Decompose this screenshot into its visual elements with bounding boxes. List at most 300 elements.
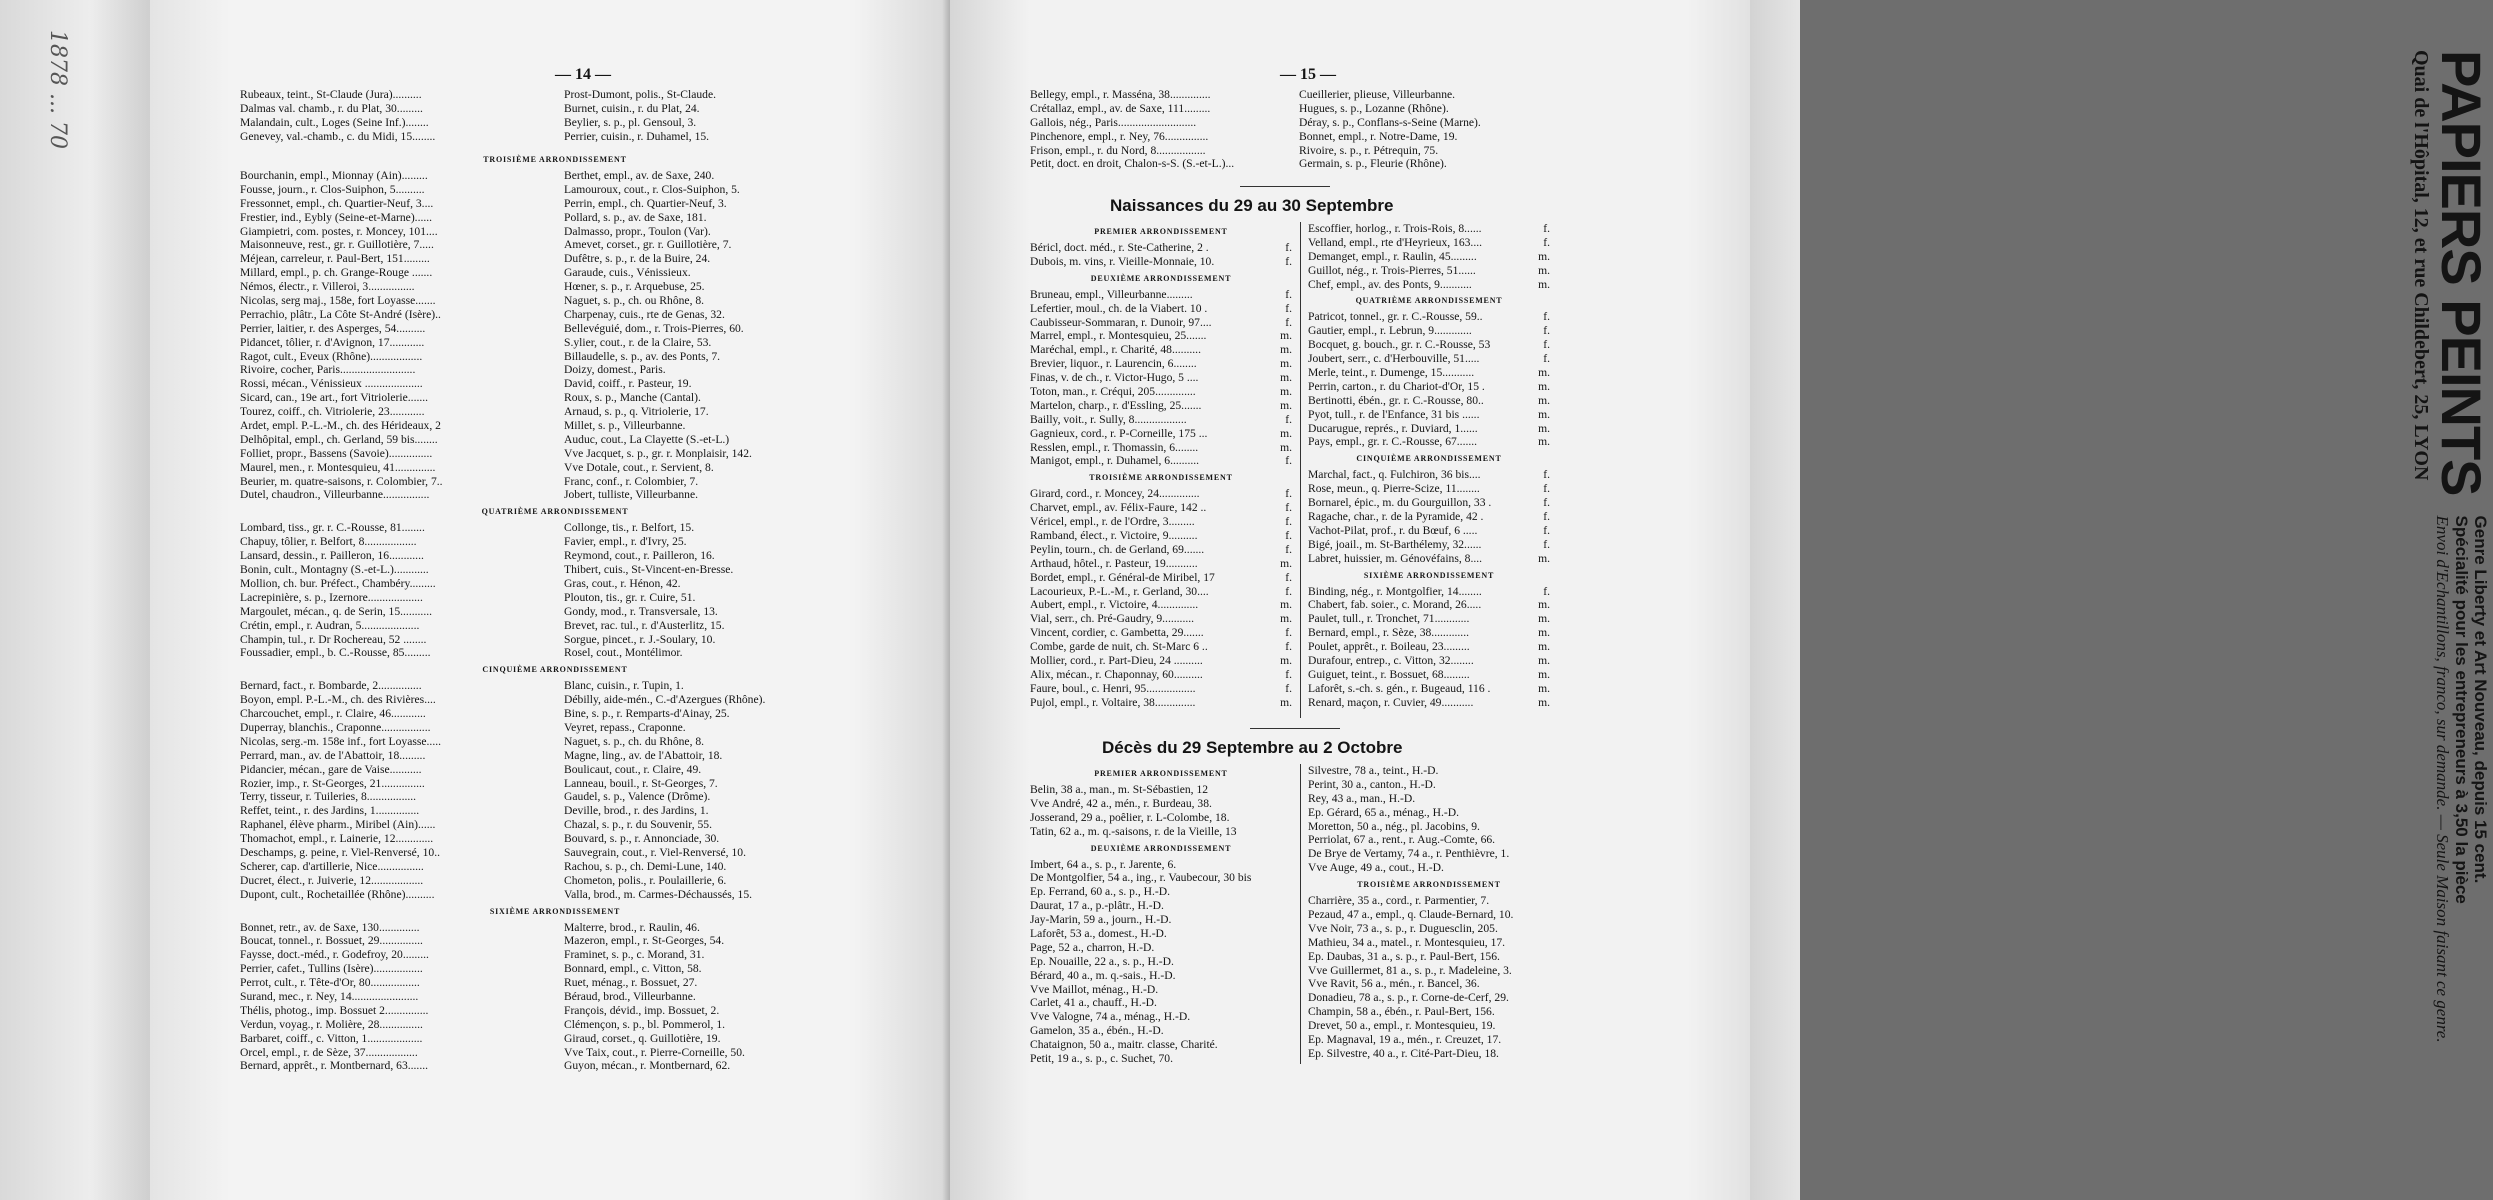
register-entry: [1030, 797, 1292, 811]
entry-sex: f.: [1285, 542, 1292, 556]
register-entry: Amevet, corset., gr. r. Guillotière, 7.: [564, 238, 732, 252]
register-entry: [1308, 668, 1550, 682]
entry-text: Vial, serr., ch. Pré-Gaudry, 9...........: [1030, 612, 1195, 626]
register-entry: [1308, 861, 1550, 875]
register-entry: Rozier, imp., r. St-Georges, 21...............: [240, 776, 425, 790]
entry-text: Imbert, 64 a., s. p., r. Jarente, 6.: [1030, 857, 1177, 871]
left-top-block: [240, 88, 870, 144]
register-entry: [1030, 969, 1292, 983]
entry-text: Chef, empl., av. des Ponts, 9...........: [1308, 277, 1472, 291]
register-entry: Franc, conf., r. Colombier, 7.: [564, 474, 699, 488]
register-entry: Sauvegrain, cout., r. Viel-Renversé, 10.: [564, 845, 746, 859]
entry-sex: m.: [1538, 626, 1550, 640]
register-entry: [1030, 413, 1292, 427]
register-entry: Ruet, ménag., r. Bossuet, 27.: [564, 976, 698, 990]
handwritten-margin-note: 1878 ... 70: [45, 30, 70, 149]
register-entry: Maurel, men., r. Montesquieu, 41..............: [240, 460, 436, 474]
advert-line-3: Envoi d'Echantillons, franco, sur demande. — Seule Maison faisant ce genre.: [2433, 515, 2452, 1043]
births-column-right: [1308, 222, 1550, 710]
entry-text: Patricot, tonnel., gr. r. C.-Rousse, 59..: [1308, 310, 1483, 324]
entry-sex: m.: [1538, 407, 1550, 421]
register-entry: Beurier, m. quatre-saisons, r. Colombier, 7..: [240, 474, 443, 488]
register-entry: [1030, 316, 1292, 330]
register-entry: Sicard, can., 19e art., fort Vitriolerie.......: [240, 391, 429, 405]
register-entry: Bellegy, empl., r. Masséna, 38..............: [1030, 88, 1211, 101]
entry-text: Perint, 30 a., canton., H.-D.: [1308, 777, 1436, 791]
register-entry: [1030, 255, 1292, 269]
section-heading: TROISIÈME ARRONDISSEMENT: [483, 155, 627, 164]
entry-text: Bocquet, g. bouch., gr. r. C.-Rousse, 53: [1308, 338, 1491, 352]
register-entry: [1308, 977, 1550, 991]
register-entry: [1030, 626, 1292, 640]
entry-text: Perrin, carton., r. du Chariot-d'Or, 15 .: [1308, 379, 1485, 393]
entry-text: Combe, garde de nuit, ch. St-Marc 6 ..: [1030, 640, 1208, 654]
advert-line-2: Spécialité pour les entrepreneurs à 3,50 la pièce: [2452, 515, 2471, 904]
register-entry: Bonnard, empl., c. Vitton, 58.: [564, 962, 702, 976]
register-entry: Boyon, empl. P.-L.-M., ch. des Rivières....: [240, 693, 436, 707]
entry-text: Velland, empl., rte d'Heyrieux, 163....: [1308, 235, 1483, 249]
register-entry: Thélis, photog., imp. Bossuet 2...............: [240, 1003, 429, 1017]
deaths-column-right: [1308, 764, 1550, 1061]
entry-sex: m.: [1280, 654, 1292, 668]
column-divider: [1300, 222, 1301, 718]
entry-sex: f.: [1285, 487, 1292, 501]
register-entry: [1030, 399, 1292, 413]
section-heading: PREMIER ARRONDISSEMENT: [1094, 769, 1228, 778]
register-entry: Berthet, empl., av. de Saxe, 240.: [564, 169, 715, 182]
register-entry: [1308, 552, 1550, 566]
open-book: [150, 0, 2493, 1200]
section-heading: SIXIÈME ARRONDISSEMENT: [1363, 570, 1495, 580]
register-entry: Deschamps, g. peine, r. Viel-Renversé, 10..: [240, 845, 440, 859]
entry-text: Donadieu, 78 a., s. p., r. Corne-de-Cerf, 29.: [1308, 991, 1509, 1005]
entry-text: Merle, teint., r. Dumenge, 15...........: [1308, 366, 1475, 380]
register-entry: Lanneau, bouil., r. St-Georges, 7.: [564, 776, 718, 790]
register-entry: Deville, brod., r. des Jardins, 1.: [564, 804, 709, 818]
register-entry: Tourez, coiff., ch. Vitriolerie, 23............: [240, 405, 425, 419]
entry-text: Escoffier, horlog., r. Trois-Rois, 8......: [1308, 222, 1482, 235]
entry-sex: f.: [1543, 310, 1550, 324]
section-heading: PREMIER ARRONDISSEMENT: [1094, 227, 1228, 236]
entry-text: Pyot, tull., r. de l'Enfance, 31 bis ......: [1308, 407, 1480, 421]
register-entry: Malandain, cult., Loges (Seine Inf.)........: [240, 115, 429, 129]
advert-address: Quai de l'Hôpital, 12, et rue Childebert, 25, LYON: [2410, 50, 2432, 481]
entry-text: De Montgolfier, 54 a., ing., r. Vaubecour, 30 bis: [1030, 871, 1252, 885]
advert-rotated-block: [2370, 50, 2493, 1090]
entry-sex: m.: [1538, 366, 1550, 380]
entry-sex: f.: [1543, 510, 1550, 524]
register-entry: Bellevéguié, dom., r. Trois-Pierres, 60.: [564, 321, 744, 335]
entry-text: Laforêt, s.-ch. s. gén., r. Bugeaud, 116 .: [1308, 681, 1491, 695]
register-entry: [1030, 682, 1292, 696]
entry-text: Ragache, char., r. de la Pyramide, 42 .: [1308, 510, 1484, 524]
register-entry: Nicolas, serg maj., 158e, fort Loyasse.......: [240, 294, 436, 308]
register-entry: [1308, 964, 1550, 978]
entry-sex: m.: [1280, 357, 1292, 371]
register-entry: Lombard, tiss., gr. r. C.-Rousse, 81........: [240, 521, 425, 535]
register-entry: Folliet, propr., Bassens (Savoie)...............: [240, 446, 433, 460]
entry-sex: f.: [1285, 501, 1292, 515]
entry-text: Renard, maçon, r. Cuvier, 49...........: [1308, 695, 1474, 709]
left-sections: [240, 150, 870, 1073]
deaths-title: Décès du 29 Septembre au 2 Octobre: [1102, 738, 1403, 757]
register-entry: [1030, 454, 1292, 468]
entry-text: Perriolat, 67 a., rent., r. Aug.-Comte, 66.: [1308, 833, 1496, 847]
entry-text: Pezaud, 47 a., empl., q. Claude-Bernard, 10.: [1308, 908, 1514, 922]
register-entry: Bernard, apprêt., r. Montbernard, 63.......: [240, 1059, 429, 1073]
entry-text: Belin, 38 a., man., m. St-Sébastien, 12: [1030, 783, 1209, 796]
register-entry: [1030, 955, 1292, 969]
entry-sex: m.: [1280, 385, 1292, 399]
register-entry: Bonnet, retr., av. de Saxe, 130..............: [240, 920, 420, 934]
register-entry: [1308, 847, 1550, 861]
entry-text: Ep. Silvestre, 40 a., r. Cité-Part-Dieu, 18.: [1308, 1046, 1499, 1060]
register-entry: [1030, 996, 1292, 1010]
page-number: — 15 —: [1280, 66, 1336, 83]
entry-text: Béricl, doct. méd., r. Ste-Catherine, 2 .: [1030, 241, 1209, 254]
register-entry: Plouton, tis., gr. r. Cuire, 51.: [564, 590, 696, 604]
entry-text: Durafour, entrep., c. Vitton, 32........: [1308, 654, 1474, 668]
register-entry: [1030, 427, 1292, 441]
entry-text: Pays, empl., gr. r. C.-Rousse, 67.......: [1308, 435, 1478, 449]
register-entry: [1308, 806, 1550, 820]
advert-body: [2410, 50, 2493, 1090]
register-entry: [1030, 825, 1292, 839]
section-heading: CINQUIÈME ARRONDISSEMENT: [1356, 454, 1502, 464]
entry-sex: m.: [1538, 263, 1550, 277]
register-entry: [1030, 858, 1292, 872]
register-entry: Reffet, teint., r. des Jardins, 1...............: [240, 804, 420, 818]
entry-text: Véricel, empl., r. de l'Ordre, 3.........: [1030, 515, 1195, 529]
register-entry: Chazal, s. p., r. du Souvenir, 55.: [564, 818, 712, 832]
register-entry: Bine, s. p., r. Remparts-d'Ainay, 25.: [564, 707, 730, 721]
entry-sex: f.: [1543, 468, 1550, 482]
entry-text: Page, 52 a., charron, H.-D.: [1030, 940, 1155, 954]
entry-text: Gautier, empl., r. Lebrun, 9.............: [1308, 324, 1472, 338]
register-entry: [1308, 380, 1550, 394]
entry-text: Ep. Nouaille, 22 a., s. p., H.-D.: [1030, 954, 1174, 968]
entry-text: Rey, 43 a., man., H.-D.: [1308, 791, 1416, 805]
entry-sex: f.: [1543, 235, 1550, 249]
register-entry: [1308, 908, 1550, 922]
register-entry: [1030, 811, 1292, 825]
register-entry: Bonin, cult., Montagny (S.-et-L.)............: [240, 563, 429, 577]
entry-text: Laforêt, 53 a., domest., H.-D.: [1030, 927, 1167, 941]
register-entry: [1030, 543, 1292, 557]
register-entry: [1308, 936, 1550, 950]
advert-title: PAPIERS PEINTS: [2430, 50, 2493, 496]
entry-text: Vincent, cordier, c. Gambetta, 29.......: [1030, 626, 1204, 640]
register-entry: Rivoire, cocher, Paris..........................: [240, 363, 416, 377]
register-entry: Lamouroux, cout., r. Clos-Suiphon, 5.: [564, 182, 740, 196]
register-entry: Garaude, cuis., Vénissieux.: [564, 266, 691, 280]
entry-text: Finas, v. de ch., r. Victor-Hugo, 5 ....: [1030, 371, 1199, 385]
register-entry: Petit, doct. en droit, Chalon-s-S. (S.-et-L.)...: [1030, 157, 1235, 171]
divider: [1240, 186, 1330, 187]
register-entry: Bernard, fact., r. Bombarde, 2...............: [240, 679, 422, 693]
entry-sex: f.: [1543, 482, 1550, 496]
section-heading: QUATRIÈME ARRONDISSEMENT: [481, 507, 629, 517]
left-page: [150, 0, 950, 1200]
entry-text: Daurat, 17 a., p.-plâtr., H.-D.: [1030, 899, 1164, 913]
entry-text: Champin, 58 a., ébén., r. Paul-Bert, 156.: [1308, 1005, 1495, 1019]
register-entry: Naguet, s. p., ch. ou Rhône, 8.: [564, 294, 705, 308]
entry-text: Vve Auge, 49 a., cout., H.-D.: [1308, 861, 1444, 875]
register-entry: Hugues, s. p., Lozanne (Rhône).: [1299, 101, 1449, 115]
register-entry: Lacrepinière, s. p., Izernore...................: [240, 590, 423, 604]
register-entry: Dutel, chaudron., Villeurbanne................: [240, 488, 430, 502]
entry-sex: m.: [1538, 249, 1550, 263]
register-entry: Faysse, doct.-méd., r. Godefroy, 20.........: [240, 948, 429, 962]
register-entry: [1030, 1024, 1292, 1038]
entry-text: Tatin, 62 a., m. q.-saisons, r. de la Vieille, 13: [1030, 824, 1237, 838]
entry-text: Caubisseur-Sommaran, r. Dunoir, 97....: [1030, 315, 1212, 329]
register-entry: Brevet, rac. tul., r. d'Austerlitz, 15.: [564, 618, 725, 632]
entry-text: De Brye de Vertamy, 74 a., r. Penthièvre, 1.: [1308, 847, 1510, 861]
register-entry: Perrier, cuisin., r. Duhamel, 15.: [564, 129, 710, 143]
register-entry: [1030, 654, 1292, 668]
entry-sex: f.: [1285, 515, 1292, 529]
register-entry: [1308, 612, 1550, 626]
register-entry: Rosel, cout., Montélimor.: [564, 646, 683, 660]
register-entry: [1030, 441, 1292, 455]
register-entry: [1030, 343, 1292, 357]
register-entry: [1308, 468, 1550, 482]
entry-text: Josserand, 29 a., poêlier, r. L-Colombe, 18.: [1030, 810, 1230, 824]
register-entry: Charpenay, cuis., rte de Genas, 32.: [564, 307, 725, 321]
entry-text: Bigé, joail., m. St-Barthélemy, 32......: [1308, 537, 1482, 551]
register-entry: Giraud, corset., q. Guillotière, 19.: [564, 1031, 721, 1045]
entry-sex: m.: [1538, 667, 1550, 681]
register-entry: Ducret, élect., r. Juiverie, 12..................: [240, 873, 424, 887]
register-entry: Mazeron, empl., r. St-Georges, 54.: [564, 934, 725, 948]
section-heading: CINQUIÈME ARRONDISSEMENT: [482, 665, 628, 675]
register-entry: Crétallaz, empl., av. de Saxe, 111.........: [1030, 101, 1211, 115]
entry-text: Gamelon, 35 a., ébén., H.-D.: [1030, 1024, 1164, 1038]
register-entry: Genevey, val.-chamb., c. du Midi, 15........: [240, 129, 436, 143]
entry-text: Guiguet, teint., r. Bossuet, 68.........: [1308, 667, 1470, 681]
register-entry: Scherer, cap. d'artillerie, Nice................: [240, 859, 424, 873]
register-entry: [1030, 487, 1292, 501]
entry-text: Bornarel, épic., m. du Gourguillon, 33 .: [1308, 496, 1492, 510]
register-entry: Jobert, tulliste, Villeurbanne.: [564, 488, 699, 502]
entry-sex: f.: [1285, 681, 1292, 695]
entry-sex: m.: [1280, 329, 1292, 343]
register-entry: Chapuy, tôlier, r. Belfort, 8..................: [240, 535, 417, 549]
register-entry: Gallois, nég., Paris...........................: [1030, 115, 1197, 129]
register-entry: Lansard, dessin., r. Pailleron, 16............: [240, 549, 424, 563]
entry-text: Poulet, apprêt., r. Boileau, 23.........: [1308, 640, 1470, 654]
register-entry: [1030, 871, 1292, 885]
register-entry: Frison, empl., r. du Nord, 8.................: [1030, 143, 1206, 157]
entry-sex: f.: [1543, 584, 1550, 598]
register-entry: David, coiff., r. Pasteur, 19.: [564, 377, 692, 391]
entry-text: Rose, meun., q. Pierre-Scize, 11........: [1308, 482, 1480, 496]
register-entry: Rachou, s. p., ch. Demi-Lune, 140.: [564, 859, 727, 873]
entry-sex: m.: [1280, 598, 1292, 612]
register-entry: [1030, 571, 1292, 585]
register-entry: [1030, 927, 1292, 941]
register-entry: [1030, 899, 1292, 913]
entry-sex: f.: [1543, 352, 1550, 366]
entry-text: Lefertier, moul., ch. de la Viabert. 10 .: [1030, 301, 1208, 315]
register-entry: Vve Taix, cout., r. Pierre-Corneille, 50.: [564, 1045, 745, 1059]
entry-text: Labret, huissier, m. Génovéfains, 8....: [1308, 551, 1483, 565]
entry-sex: m.: [1280, 343, 1292, 357]
register-entry: Dufêtre, s. p., r. de la Buire, 24.: [564, 252, 711, 266]
entry-text: Charrière, 35 a., cord., r. Parmentier, 7.: [1308, 894, 1490, 908]
register-entry: Ardet, empl. P.-L.-M., ch. des Hérideaux, 2: [240, 419, 441, 433]
entry-sex: f.: [1543, 222, 1550, 235]
entry-text: Bordet, empl., r. Général-de Miribel, 17: [1030, 570, 1215, 584]
register-entry: [1308, 991, 1550, 1005]
entry-text: Ducarugue, représ., r. Duviard, 1......: [1308, 421, 1478, 435]
register-entry: Fousse, journ., r. Clos-Suiphon, 5..........: [240, 182, 425, 196]
entry-sex: f.: [1285, 315, 1292, 329]
entry-text: Vve Noir, 73 a., s. p., r. Duguesclin, 205.: [1308, 921, 1498, 935]
entry-text: Chataignon, 50 a., maitr. classe, Charité.: [1030, 1038, 1218, 1052]
register-entry: Duperray, blanchis., Craponne.................: [240, 720, 431, 734]
register-entry: [1030, 357, 1292, 371]
register-entry: [1030, 598, 1292, 612]
register-entry: [1030, 302, 1292, 316]
entry-sex: f.: [1543, 537, 1550, 551]
register-entry: Doizy, domest., Paris.: [564, 363, 666, 377]
entry-text: Vve Valogne, 74 a., ménag., H.-D.: [1030, 1010, 1191, 1024]
entry-text: Bérard, 40 a., m. q.-sais., H.-D.: [1030, 968, 1176, 982]
entry-sex: m.: [1538, 277, 1550, 291]
register-entry: [1030, 241, 1292, 255]
register-entry: S.ylier, cout., r. de la Claire, 53.: [564, 335, 712, 349]
entry-text: Faure, boul., c. Henri, 95.................: [1030, 681, 1196, 695]
register-entry: [1308, 820, 1550, 834]
register-entry: [1308, 792, 1550, 806]
register-entry: [1308, 626, 1550, 640]
entry-sex: m.: [1280, 371, 1292, 385]
entry-text: Bertinotti, ébén., gr. r. C.-Rousse, 80..: [1308, 393, 1484, 407]
register-entry: Perrot, cult., r. Tête-d'Or, 80.................: [240, 976, 420, 990]
register-entry: Reymond, cout., r. Pailleron, 16.: [564, 549, 715, 563]
register-entry: [1308, 1019, 1550, 1033]
register-entry: Naguet, s. p., ch. du Rhône, 8.: [564, 734, 705, 748]
entry-text: Pujol, empl., r. Voltaire, 38..............: [1030, 695, 1196, 709]
entry-sex: m.: [1538, 695, 1550, 709]
entry-sex: f.: [1543, 496, 1550, 510]
register-entry: Collonge, tis., r. Belfort, 15.: [564, 521, 695, 535]
entry-sex: f.: [1543, 523, 1550, 537]
entry-sex: m.: [1538, 654, 1550, 668]
entry-sex: m.: [1538, 681, 1550, 695]
entry-sex: m.: [1538, 393, 1550, 407]
entry-text: Martelon, charp., r. d'Essling, 25.......: [1030, 398, 1202, 412]
entry-text: Jay-Marin, 59 a., journ., H.-D.: [1030, 913, 1172, 927]
right-top-block: [1030, 88, 1550, 171]
register-entry: [1030, 529, 1292, 543]
register-entry: Méjean, carreleur, r. Paul-Bert, 151.........: [240, 252, 430, 266]
register-entry: Bouvard, s. p., r. Annonciade, 30.: [564, 832, 720, 846]
entry-sex: m.: [1280, 426, 1292, 440]
entry-sex: m.: [1538, 598, 1550, 612]
register-entry: Valla, brod., m. Carmes-Déchaussés, 15.: [564, 887, 753, 901]
register-entry: Perrard, man., av. de l'Abattoir, 18.........: [240, 748, 426, 762]
register-entry: [1308, 236, 1550, 250]
entry-text: Vve Guillermet, 81 a., s. p., r. Madeleine, 3.: [1308, 963, 1512, 977]
register-entry: Vve Jacquet, s. p., gr. r. Monplaisir, 142.: [564, 446, 752, 460]
register-entry: Billaudelle, s. p., av. des Ponts, 7.: [564, 349, 721, 363]
register-entry: Dalmas val. chamb., r. du Plat, 30.........: [240, 101, 423, 115]
entry-sex: f.: [1543, 324, 1550, 338]
register-entry: Millet, s. p., Villeurbanne.: [564, 419, 686, 433]
register-entry: Barbaret, coiff., c. Vitton, 1...................: [240, 1031, 423, 1045]
register-entry: Dupont, cult., Rochetaillée (Rhône)..........: [240, 887, 435, 901]
register-entry: Gondy, mod., r. Transversale, 13.: [564, 604, 718, 618]
entry-sex: m.: [1538, 551, 1550, 565]
register-entry: Bonnet, empl., r. Notre-Dame, 19.: [1299, 129, 1458, 143]
register-entry: Foussadier, empl., b. C.-Rousse, 85.........: [240, 646, 431, 660]
register-entry: [1308, 682, 1550, 696]
entry-sex: f.: [1285, 584, 1292, 598]
entry-sex: m.: [1280, 695, 1292, 709]
entry-text: Bailly, voit., r. Sully, 8..................: [1030, 412, 1187, 426]
entry-text: Girard, cord., r. Moncey, 24..............: [1030, 487, 1200, 501]
register-entry: Perrier, laitier, r. des Asperges, 54..........: [240, 321, 426, 335]
entry-sex: f.: [1285, 570, 1292, 584]
entry-sex: m.: [1538, 612, 1550, 626]
register-entry: [1308, 408, 1550, 422]
register-entry: [1030, 983, 1292, 997]
entry-sex: f.: [1543, 338, 1550, 352]
register-entry: Pidancet, tôlier, r. d'Avignon, 17............: [240, 335, 425, 349]
section-heading: DEUXIÈME ARRONDISSEMENT: [1090, 273, 1232, 283]
register-entry: [1308, 598, 1550, 612]
entry-text: Maréchal, empl., r. Charité, 48..........: [1030, 343, 1201, 357]
underlying-sheet: [0, 0, 150, 1200]
register-entry: [1030, 668, 1292, 682]
births-title: Naissances du 29 au 30 Septembre: [1110, 196, 1394, 215]
entry-text: Brevier, liquor., r. Laurencin, 6........: [1030, 357, 1197, 371]
register-entry: [1030, 696, 1292, 710]
entry-text: Manigot, empl., r. Duhamel, 6..........: [1030, 454, 1200, 468]
entry-sex: m.: [1280, 556, 1292, 570]
papiers-peints-advert: [2370, 50, 2493, 1090]
section-heading: QUATRIÈME ARRONDISSEMENT: [1355, 296, 1503, 306]
register-entry: Cueillerier, plieuse, Villeurbanne.: [1299, 88, 1456, 101]
register-entry: Guyon, mécan., r. Montbernard, 62.: [564, 1059, 731, 1073]
register-entry: Germain, s. p., Fleurie (Rhône).: [1299, 157, 1447, 171]
entry-text: Guillot, nég., r. Trois-Pierres, 51......: [1308, 263, 1476, 277]
entry-sex: f.: [1285, 301, 1292, 315]
register-entry: Frestier, ind., Eybly (Seine-et-Marne)......: [240, 210, 433, 224]
register-entry: [1030, 288, 1292, 302]
advert-title-block: [2410, 50, 2493, 496]
register-entry: [1030, 1038, 1292, 1052]
register-entry: Roux, s. p., Manche (Cantal).: [564, 391, 701, 405]
register-entry: [1308, 394, 1550, 408]
entry-sex: f.: [1285, 254, 1292, 268]
entry-text: Ramband, élect., r. Victoire, 9..........: [1030, 529, 1198, 543]
entry-text: Aubert, empl., r. Victoire, 4..............: [1030, 598, 1199, 612]
section-heading: TROISIÈME ARRONDISSEMENT: [1357, 880, 1501, 890]
register-entry: [1308, 222, 1550, 236]
column-divider: [1300, 764, 1301, 1064]
register-entry: [1308, 696, 1550, 710]
entry-sex: m.: [1538, 435, 1550, 449]
register-entry: Nicolas, serg.-m. 158e inf., fort Loyasse.....: [240, 734, 442, 748]
register-entry: [1308, 950, 1550, 964]
entry-sex: f.: [1285, 454, 1292, 468]
register-entry: [1308, 366, 1550, 380]
register-entry: Framinet, s. p., c. Morand, 31.: [564, 948, 705, 962]
